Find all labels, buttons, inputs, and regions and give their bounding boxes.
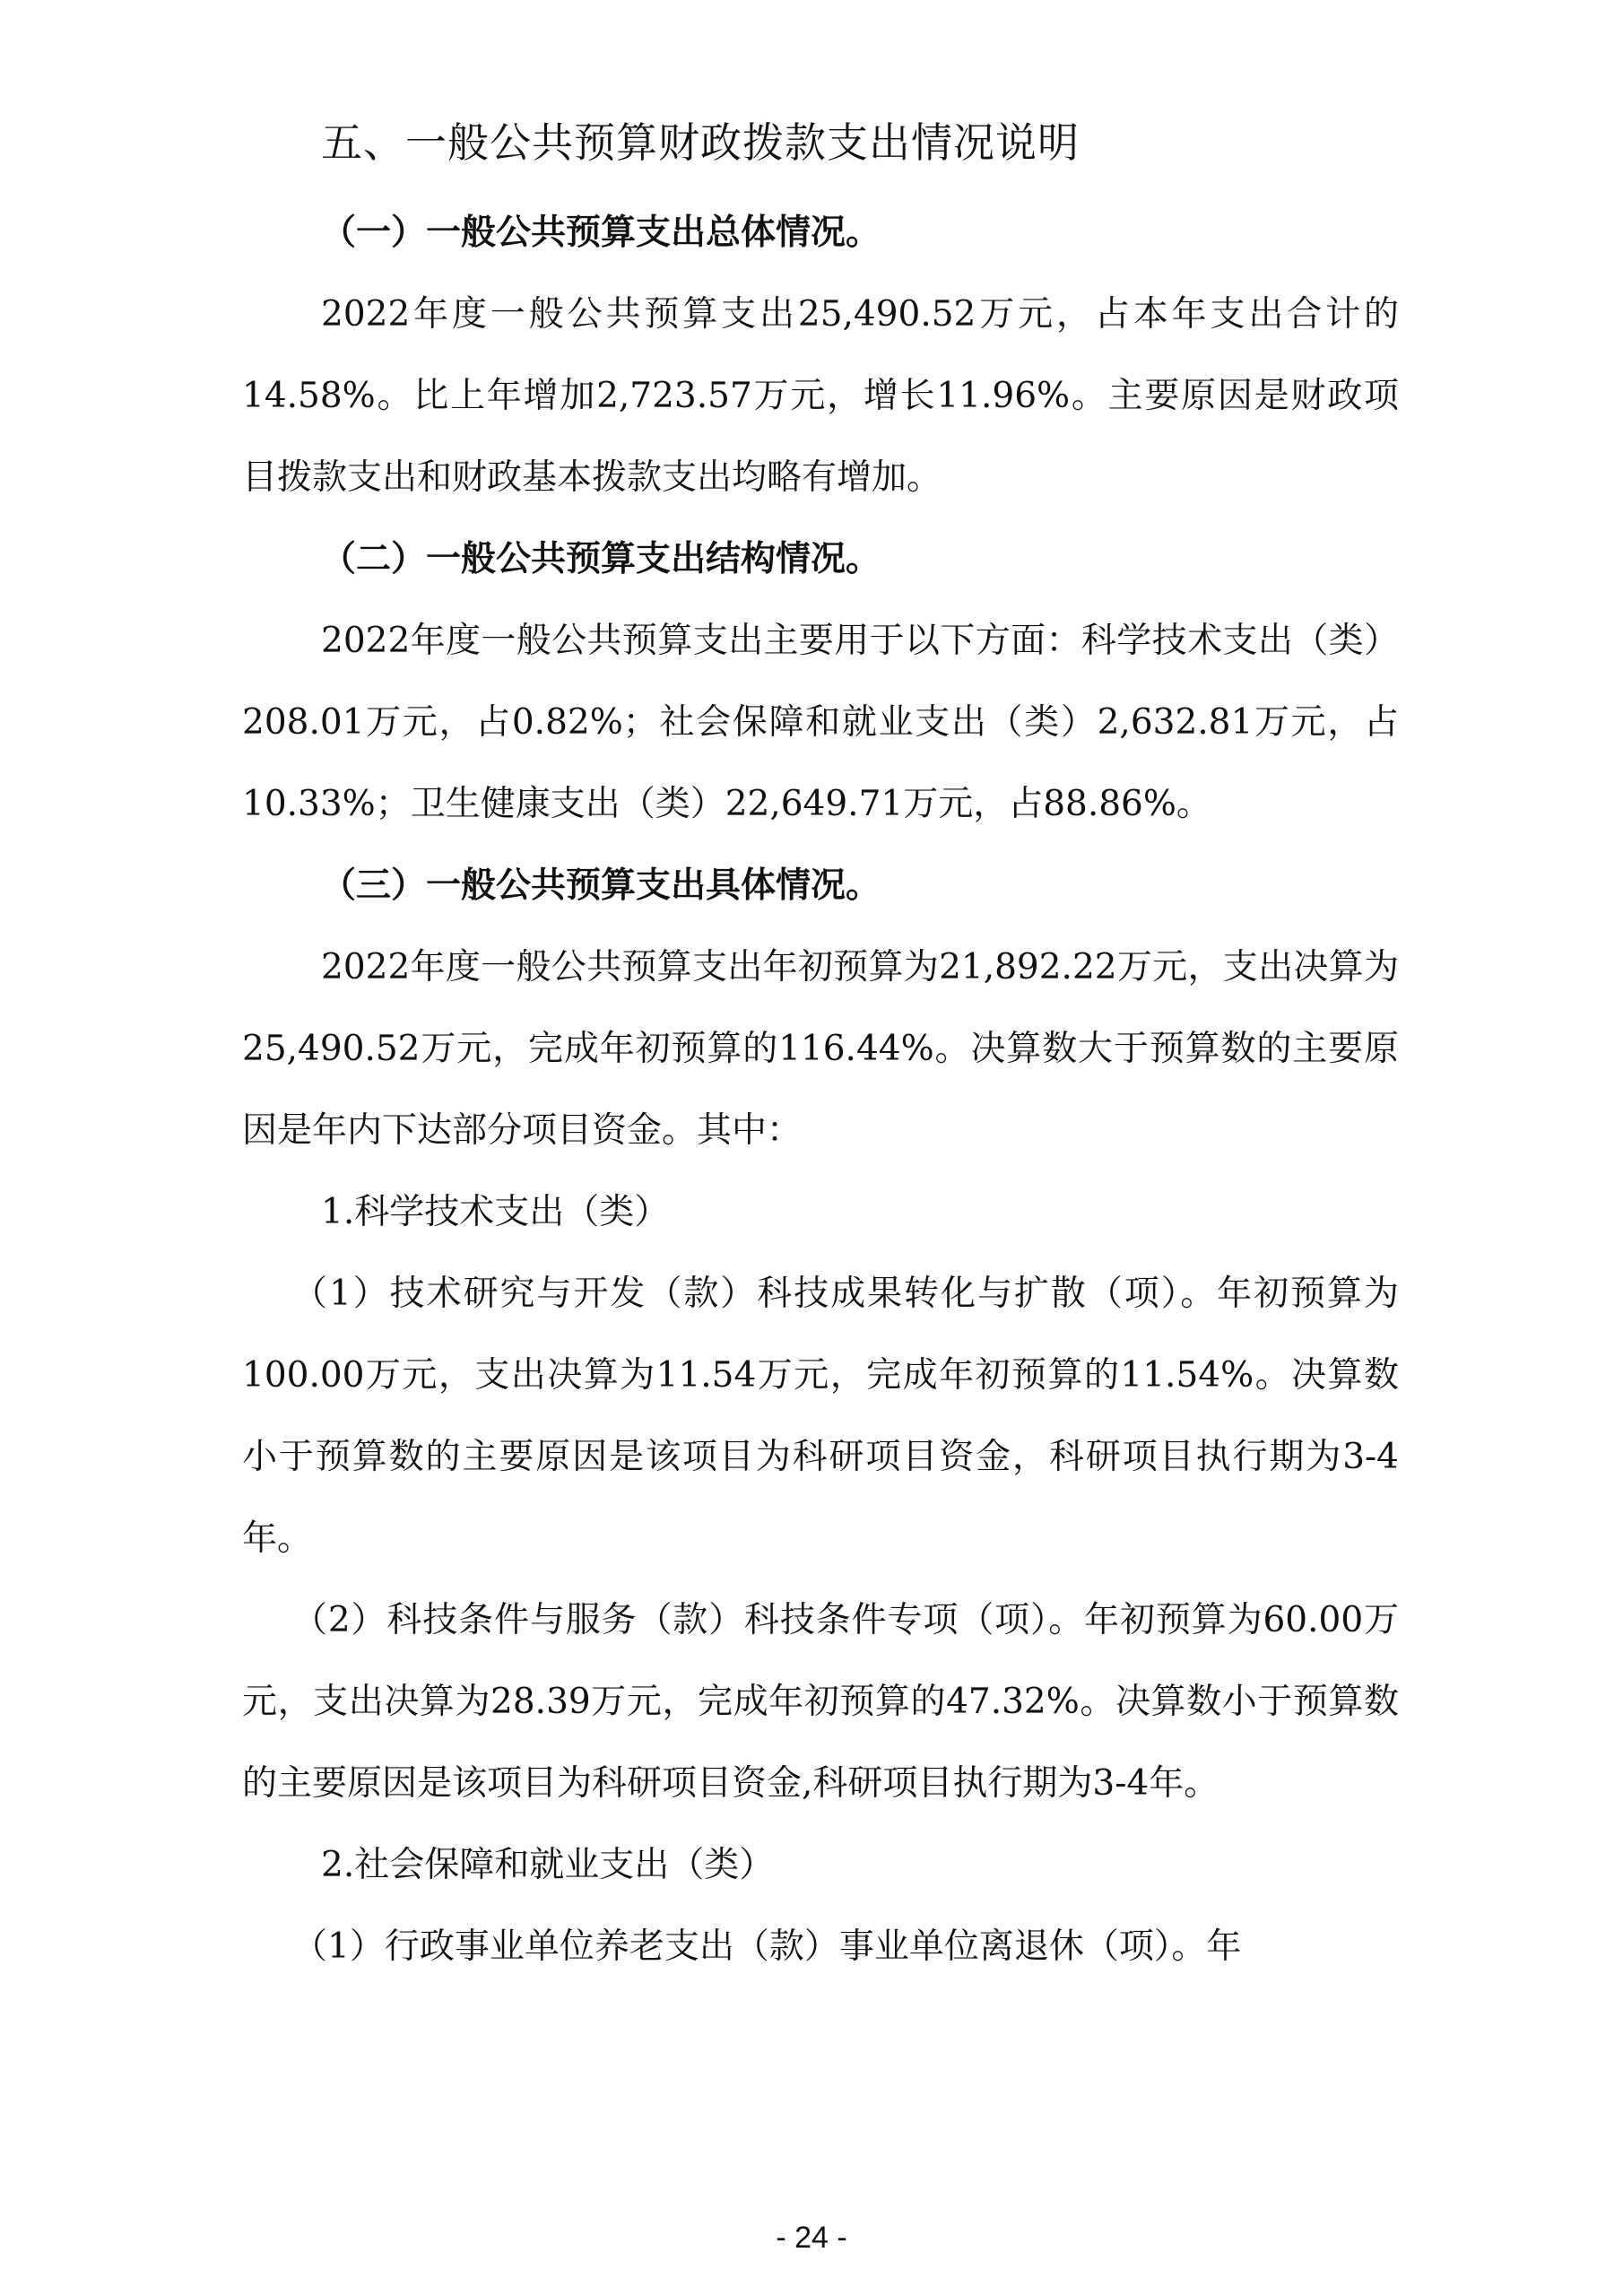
category-title-science: 1.科学技术支出（类） [321,1192,670,1232]
subsection-title-3: （三）一般公共预算支出具体情况。 [321,865,881,906]
subsection-title-2: （二）一般公共预算支出结构情况。 [321,539,881,579]
section-heading: 五、一般公共预算财政拨款支出情况说明 [321,118,1080,167]
paragraph-structure: 2022年度一般公共预算支出主要用于以下方面：科学技术支出（类）208.01万元，占0.82%；社会保障和就业支出（类）2,632.81万元，占10.33%；卫生健康支出（类）22,649.71万元，占88.86%。 [242,621,1399,824]
paragraph-overall: 2022年度一般公共预算支出25,490.52万元，占本年支出合计的14.58%。比上年增加2,723.57万元，增长11.96%。主要原因是财政项目拨款支出和财政基本拨款支出均略有增加。 [242,294,1399,498]
document-body [242,106,1399,1987]
item-pension: （1）行政事业单位养老支出（款）事业单位离退休（项）。年 [292,1926,1242,1967]
category-title-social-security: 2.社会保障和就业支出（类） [321,1845,775,1885]
item-tech-conditions: （2）科技条件与服务（款）科技条件专项（项）。年初预算为60.00万元，支出决算为28.39万元，完成年初预算的47.32%。决算数小于预算数的主要原因是该项目为科研项目资金,科研项目执行期为3-4年。 [242,1600,1399,1804]
subsection-title-1: （一）一般公共预算支出总体情况。 [321,213,881,253]
paragraph-details: 2022年度一般公共预算支出年初预算为21,892.22万元，支出决算为25,490.52万元，完成年初预算的116.44%。决算数大于预算数的主要原因是年内下达部分项目资金。其中： [242,947,1399,1151]
page-number: - 24 - [776,2221,847,2255]
item-tech-research: （1）技术研究与开发（款）科技成果转化与扩散（项）。年初预算为100.00万元，支出决算为11.54万元，完成年初预算的11.54%。决算数小于预算数的主要原因是该项目为科研项目资金，科研项目执行期为3-4年。 [242,1274,1399,1559]
